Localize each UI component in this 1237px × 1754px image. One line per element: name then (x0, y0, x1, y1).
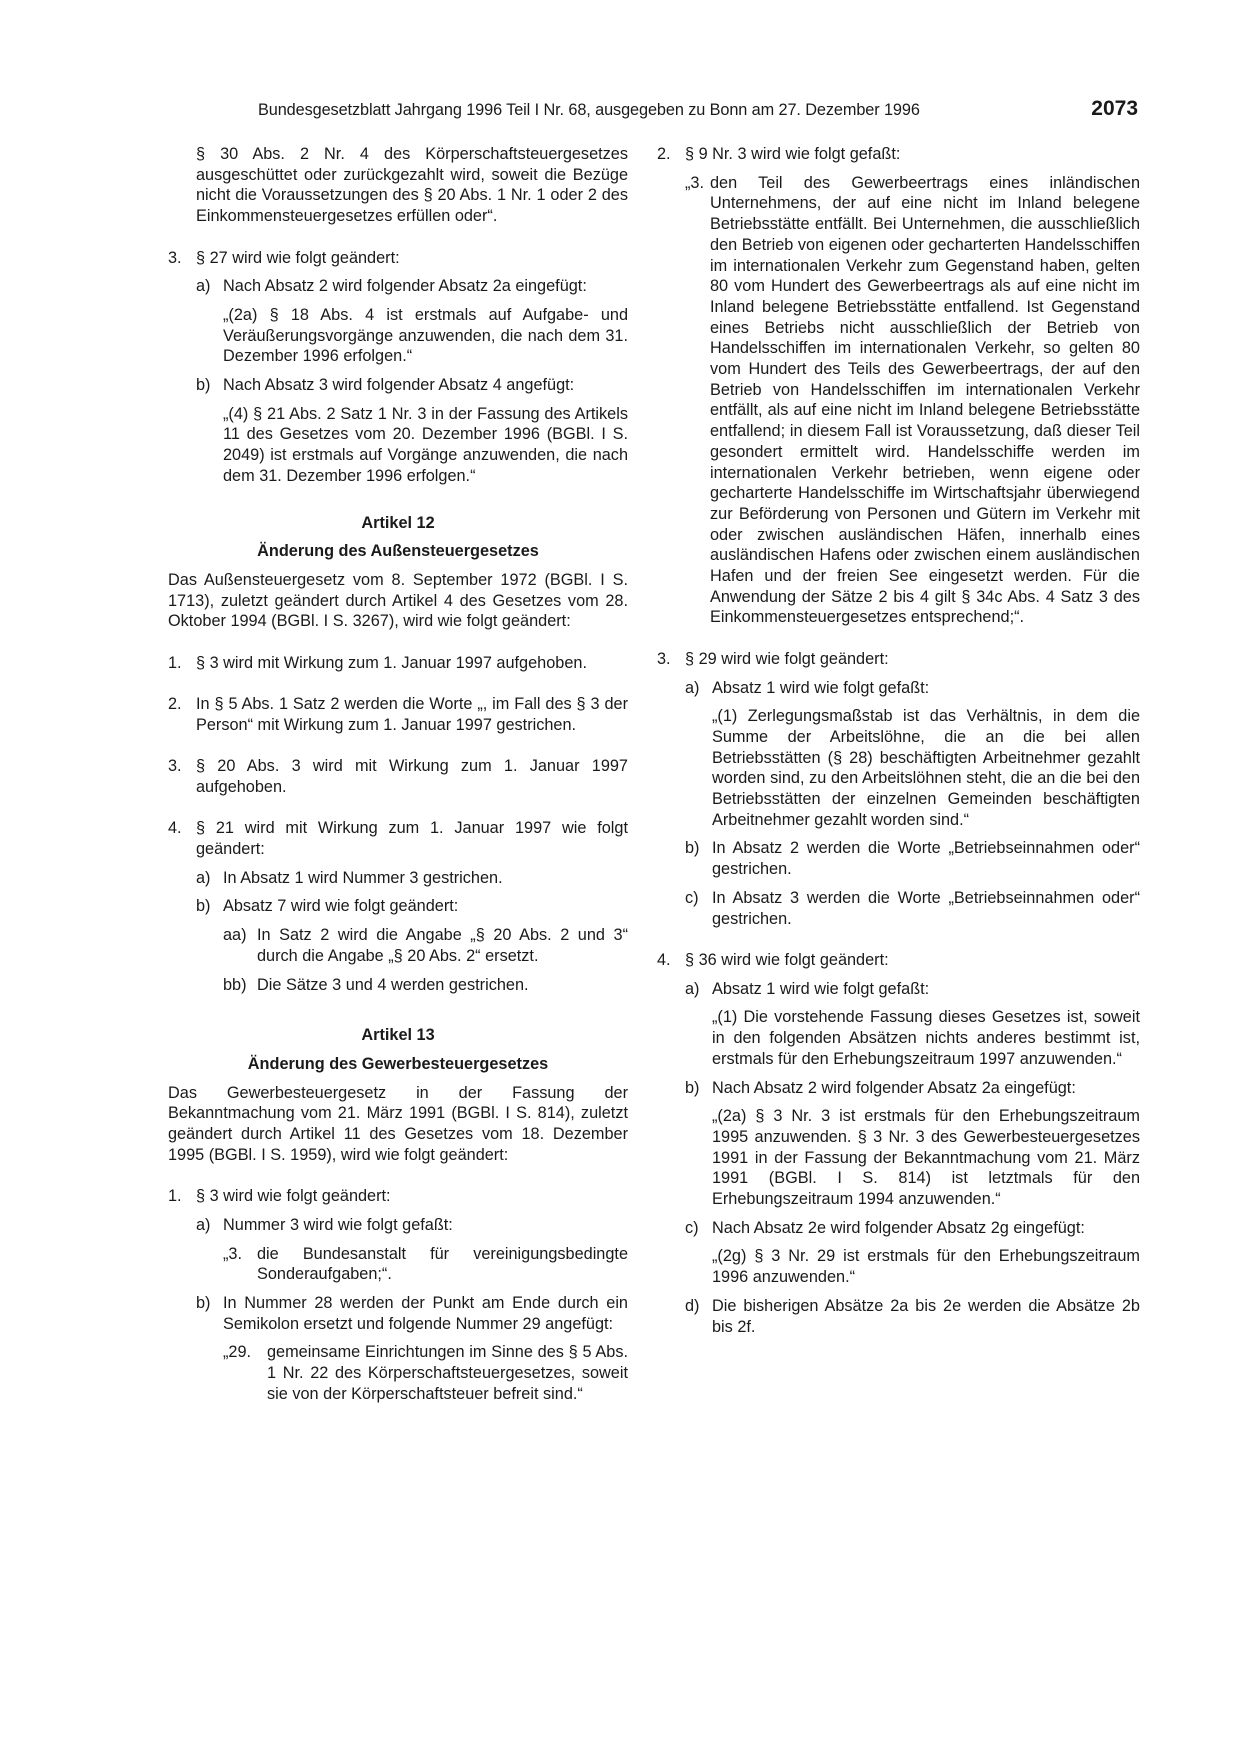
quote-paragraph: „(2g) § 3 Nr. 29 ist erstmals für den Erhebungszeitraum 1996 anzuwenden.“ (712, 1247, 1140, 1287)
continued-paragraph: § 30 Abs. 2 Nr. 4 des Körperschaftsteuergesetzes ausgeschüttet oder zurückgezahlt wird, soweit die Bezüge nicht die Voraussetzungen des § 20 Abs. 1 Nr. 1 oder 2 des Einkommensteuergesetzes erfüllen oder“. (196, 145, 628, 226)
list-item: bb) Die Sätze 3 und 4 werden gestrichen. (223, 975, 529, 994)
header-title: Bundesgesetzblatt Jahrgang 1996 Teil I Nr. 68, ausgegeben zu Bonn am 27. Dezember 1996 (258, 101, 920, 119)
quote-item: „3. die Bundesanstalt für vereinigungsbedingte Sonderaufgaben;“. (223, 1244, 628, 1284)
list-item: 3. § 29 wird wie folgt geändert: (657, 649, 889, 668)
right-column (657, 144, 1140, 1337)
page-number: 2073 (1091, 97, 1138, 120)
list-item: b) In Absatz 2 werden die Worte „Betriebseinnahmen oder“ gestrichen. (685, 839, 1140, 879)
list-item: b) Absatz 7 wird wie folgt geändert: (196, 897, 459, 916)
article-12-heading: Änderung des Außensteuergesetzes (257, 542, 539, 561)
list-item: a) Nummer 3 wird wie folgt gefaßt: (196, 1215, 453, 1234)
quote-item: „29. gemeinsame Einrichtungen im Sinne des § 5 Abs. 1 Nr. 22 des Körperschaftsteuergesetzes, soweit sie von der Körperschaftsteuer befreit sind.“ (223, 1343, 628, 1403)
list-item: aa) In Satz 2 wird die Angabe „§ 20 Abs. 2 und 3“ durch die Angabe „§ 20 Abs. 2“ ersetzt. (223, 926, 628, 965)
list-item: 2. § 9 Nr. 3 wird wie folgt gefaßt: (657, 145, 901, 163)
list-item: 1. § 3 wird mit Wirkung zum 1. Januar 1997 aufgehoben. (168, 653, 587, 672)
list-item: c) In Absatz 3 werden die Worte „Betriebseinnahmen oder“ gestrichen. (685, 888, 1140, 928)
list-item: a) Absatz 1 wird wie folgt gefaßt: (685, 979, 930, 998)
list-item: d) Die bisherigen Absätze 2a bis 2e werden die Absätze 2b bis 2f. (685, 1296, 1140, 1336)
list-item: b) Nach Absatz 2 wird folgender Absatz 2a eingefügt: (685, 1078, 1076, 1097)
list-item: 4. § 36 wird wie folgt geändert: (657, 950, 889, 969)
article-12-title: Artikel 12 (361, 513, 435, 532)
list-item: 3. § 20 Abs. 3 wird mit Wirkung zum 1. Januar 1997 aufgehoben. (168, 757, 628, 796)
list-item: 2. In § 5 Abs. 1 Satz 2 werden die Worte „, im Fall des § 3 der Person“ mit Wirkung zum 1. Januar 1997 gestrichen. (168, 695, 628, 734)
list-item: a) Absatz 1 wird wie folgt gefaßt: (685, 678, 930, 697)
page-header (258, 98, 1138, 122)
quote-paragraph: „(2a) § 3 Nr. 3 ist erstmals für den Erhebungszeitraum 1995 anzuwenden. § 3 Nr. 3 des Gewerbesteuergesetzes 1991 in der Fassung der Bekanntmachung vom 21. März 1991 (BGBl. I S. 814) ist letztmals für den Erhebungszeitraum 1994 anzuwenden.“ (712, 1107, 1140, 1209)
article-13-intro: Das Gewerbesteuergesetz in der Fassung der Bekanntmachung vom 21. März 1991 (BGBl. I S. 814), zuletzt geändert durch Artikel 11 des Gesetzes vom 18. Dezember 1995 (BGBl. I S. 1959), wird wie folgt geändert: (168, 1083, 628, 1164)
quote-paragraph: „(2a) § 18 Abs. 4 ist erstmals auf Aufgabe- und Veräußerungsvorgänge anzuwenden, die nach dem 31. Dezember 1996 erfolgen.“ (223, 305, 628, 366)
quote-paragraph: „(1) Die vorstehende Fassung dieses Gesetzes ist, soweit in den folgenden Absätzen nichts anderes bestimmt ist, erstmals für den Erhebungszeitraum 1997 anzuwenden.“ (712, 1008, 1140, 1068)
article-12-intro: Das Außensteuergesetz vom 8. September 1972 (BGBl. I S. 1713), zuletzt geändert durch Artikel 4 des Gesetzes vom 28. Oktober 1994 (BGBl. I S. 3267), wird wie folgt geändert: (168, 570, 628, 631)
list-item: 3. § 27 wird wie folgt geändert: (168, 248, 400, 267)
list-item: b) In Nummer 28 werden der Punkt am Ende durch ein Semikolon ersetzt und folgende Nummer 29 angefügt: (196, 1293, 628, 1333)
quote-paragraph: „(4) § 21 Abs. 2 Satz 1 Nr. 3 in der Fassung des Artikels 11 des Gesetzes vom 20. Dezember 1996 (BGBl. I S. 2049) ist erstmals auf Vorgänge anzuwenden, die nach dem 31. Dezember 1996 erfolgen.“ (223, 404, 628, 485)
list-item: a) Nach Absatz 2 wird folgender Absatz 2a eingefügt: (196, 277, 587, 296)
quote-item: „3. den Teil des Gewerbeertrags eines inländischen Unternehmens, der auf eine nicht im Inland belegene Betriebsstätte entfällt. Bei Unternehmen, die ausschließlich den Betrieb von eigenen oder gecharterten Handelsschiffen im internationalen Verkehr zum Gegenstand haben, gelten 80 vom Hundert des Gewerbeertrags als auf eine nicht im Inland belegene Betriebsstätte entfallend. Ist Gegenstand eines Betriebs nicht ausschließlich der Betrieb von Handelsschiffen im internationalen Verkehr, so gelten 80 vom Hundert des Teils des Gewerbeertrags, der auf den Betrieb von Handelsschiffen im internationalen Verkehr entfällt, als auf eine nicht im Inland belegene Betriebsstätte entfallend; in diesem Fall ist Voraussetzung, daß dieser Teil gesondert ermittelt wird. Handelsschiffe werden im internationalen Verkehr betrieben, wenn eigene oder gecharterte Handelsschiffe im Wirtschaftsjahr überwiegend zur Beförderung von Personen und Gütern im Verkehr mit oder zwischen ausländischen Häfen, innerhalb eines ausländischen Hafens oder zwischen einem ausländischen Hafen und der freien See eingesetzt werden. Für die Anwendung der Sätze 2 bis 4 gilt § 34c Abs. 4 Satz 3 des Einkommensteuergesetzes entsprechend;“. (685, 173, 1140, 627)
list-item: b) Nach Absatz 3 wird folgender Absatz 4 angefügt: (196, 376, 575, 395)
article-13-heading: Änderung des Gewerbesteuergesetzes (247, 1054, 549, 1073)
quote-paragraph: „(1) Zerlegungsmaßstab ist das Verhältnis, in dem die Summe der Arbeitslöhne, die an die bei allen Betriebsstätten (§ 28) beschäftigten Arbeitnehmer gezahlt worden sind, zu den Arbeitslöhnen steht, die an die bei den Betriebsstätten der einzelnen Gemeinden beschäftigten Arbeitnehmer gezahlt worden sind.“ (712, 707, 1140, 829)
left-column (168, 144, 628, 1404)
list-item: c) Nach Absatz 2e wird folgender Absatz 2g eingefügt: (685, 1218, 1085, 1237)
list-item: a) In Absatz 1 wird Nummer 3 gestrichen. (196, 868, 503, 887)
article-13-title: Artikel 13 (361, 1026, 435, 1045)
list-item: 1. § 3 wird wie folgt geändert: (168, 1187, 391, 1206)
list-item: 4. § 21 wird mit Wirkung zum 1. Januar 1997 wie folgt geändert: (168, 819, 628, 859)
